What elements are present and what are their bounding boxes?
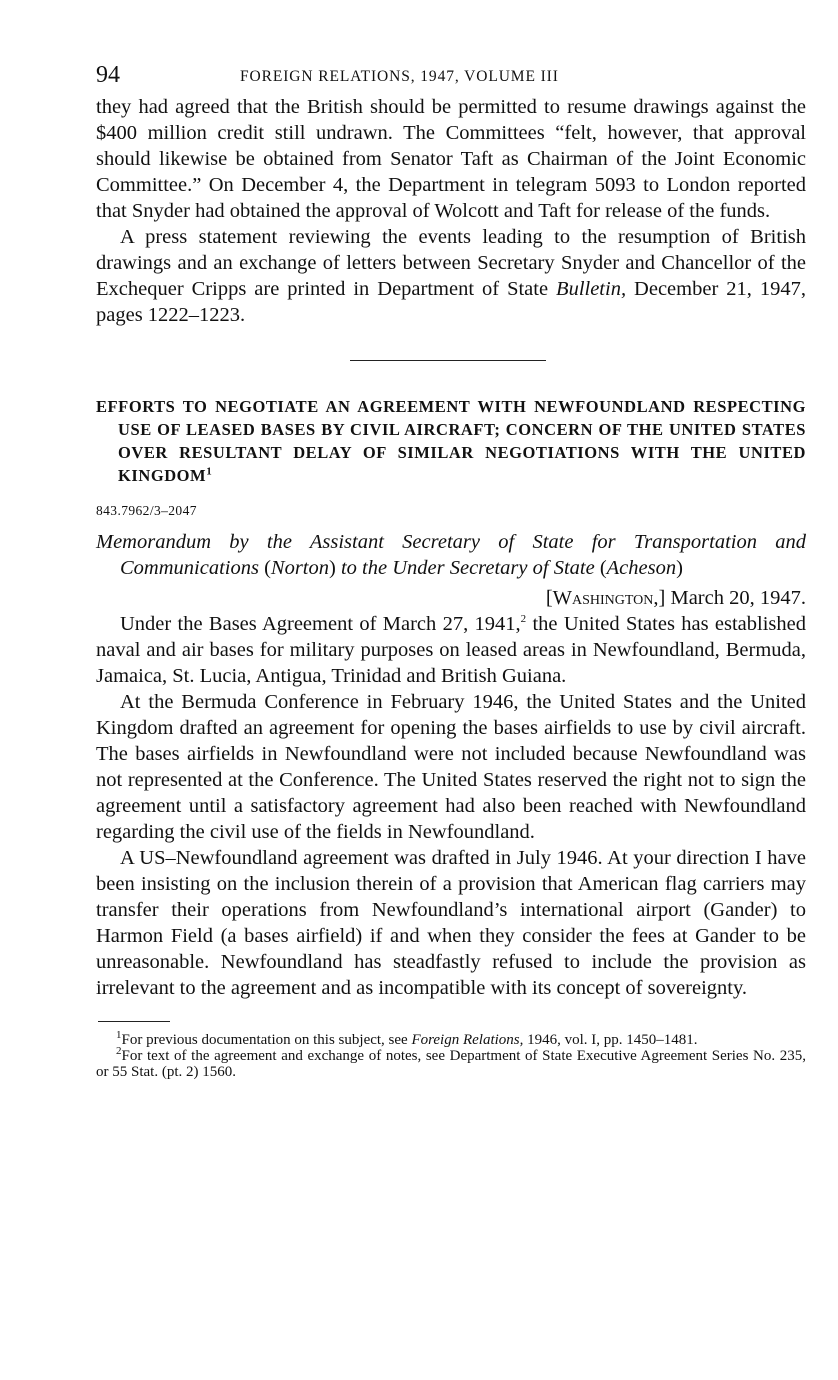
footnote-1	[96, 1029, 806, 1048]
memo-title-part-1: Memorandum by the Assistant Secretary of State for Transportation and Communications	[96, 531, 806, 579]
document-page	[96, 60, 806, 1080]
footnote-1-text-b: 1946, vol. I, pp. 1450–1481.	[523, 1032, 698, 1048]
intro-paragraph-1: they had agreed that the British should be permitted to resume drawings against the $400 million credit still undrawn. The Committees “felt, however, that approval should likewise be obtained from Senator Taft as Chairman of the Joint Economic Committee.” On December 4, the Department in telegram 5093 to London reported that Snyder had obtained the approval of Wolcott and Taft for release of the funds.	[96, 96, 806, 222]
running-title: FOREIGN RELATIONS, 1947, VOLUME III	[240, 68, 559, 85]
paren-close-2: )	[676, 557, 683, 579]
memo-paragraph-2: At the Bermuda Conference in February 1946, the United States and the United Kingdom drafted an agreement for opening the bases airfields to use by civil aircraft. The bases airfields in Newfoundland were not included because Newfoundland was not represented at the Conference. The United States reserved the right not to sign the agreement until a satisfactory agreement had also been reached with Newfoundland regarding the civil use of the fields in Newfoundland.	[96, 691, 806, 843]
memo-paragraph-3: A US–Newfoundland agreement was drafted in July 1946. At your direction I have been insisting on the inclusion therein of a provision that American flag carriers may transfer their operations from Newfoundland’s international airport (Gander) to Harmon Field (a bases airfield) if and when they consider the fees at Gander to be unreasonable. Newfoundland has steadfastly refused to include the provision as irrelevant to the agreement and as incompatible with its concept of sovereignty.	[96, 847, 806, 999]
footnote-rule	[98, 1021, 170, 1022]
memo-title	[96, 529, 806, 581]
paren-close-1: )	[329, 557, 336, 579]
memo-title-part-2: to the Under Secretary of State	[335, 557, 600, 579]
dateline-place: [Washington,]	[545, 587, 666, 609]
memo-author-name: Norton	[270, 557, 330, 579]
footnote-2-text: For text of the agreement and exchange of notes, see Department of State Executive Agreement Series No. 235, or 55 Stat. (pt. 2) 1560.	[96, 1048, 806, 1080]
paren-open-1: (	[264, 557, 271, 579]
dateline-date: March 20, 1947.	[665, 587, 806, 609]
footnotes	[96, 1029, 806, 1080]
memo-paragraph-1-text-a: Under the Bases Agreement of March 27, 1941,	[120, 613, 521, 635]
footnote-1-mark: 1	[116, 1029, 122, 1041]
memo-recipient-name: Acheson	[606, 557, 677, 579]
file-number: 843.7962/3–2047	[96, 503, 197, 518]
memo-paragraph-1	[96, 611, 806, 689]
footnote-ref-1: 1	[206, 465, 213, 478]
memo-paragraph-1-text-b: the United States has established naval and air bases for military purposes on leased areas in Newfoundland, Bermuda, Jamaica, St. Lucia, Antigua, Trinidad and British Guiana.	[96, 613, 806, 687]
footnote-2-mark: 2	[116, 1045, 122, 1057]
dateline	[96, 585, 806, 611]
footnote-1-text-a: For previous documentation on this subject, see	[121, 1032, 412, 1048]
intro-paragraph-2-text-a: A press statement reviewing the events leading to the resumption of British drawings and an exchange of letters between Secretary Snyder and Chancellor of the Exchequer Cripps are printed in Department of State	[96, 226, 806, 300]
footnote-1-italic: Foreign Relations,	[411, 1032, 524, 1048]
intro-paragraph-2-text-b: December 21, 1947, pages 1222–1223.	[96, 278, 806, 326]
section-heading-text: EFFORTS TO NEGOTIATE AN AGREEMENT WITH NEWFOUNDLAND RESPECTING USE OF LEASED BASES BY CIVIL AIRCRAFT; CONCERN OF THE UNITED STATES OVER RESULTANT DELAY OF SIMILAR NEGOTIATIONS WITH THE UNITED KINGDOM	[96, 397, 806, 485]
page-number: 94	[96, 62, 120, 88]
bulletin-title: Bulletin,	[556, 278, 627, 300]
paren-open-2: (	[599, 557, 607, 579]
footnote-2	[96, 1045, 806, 1080]
section-divider	[350, 360, 546, 361]
section-heading	[96, 395, 806, 487]
intro-paragraph-2	[96, 224, 806, 328]
footnote-ref-2: 2	[520, 613, 527, 626]
running-header	[96, 60, 806, 94]
